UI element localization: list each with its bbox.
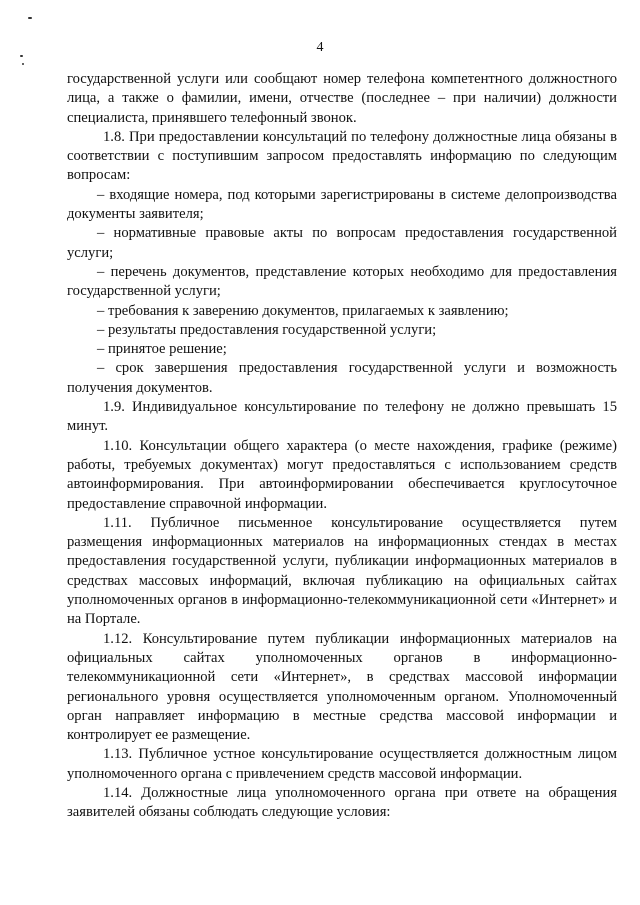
list-item: – перечень документов, представление которых необходимо для предоставления государственной услуги; [67, 263, 617, 300]
list-item: – входящие номера, под которыми зарегистрированы в системе делопроизводства документы заявителя; [67, 186, 617, 223]
paragraph-1-12: 1.12. Консультирование путем публикации информационных материалов на официальных сайтах уполномоченных органов в информационно-телекоммуникационной сети «Интернет», в средствах массовой информации регионального уровня осуществляется уполномоченным органом. Уполномоченный орган направляет информацию в местные средства массовой информации и контролирует ее размещение. [67, 630, 617, 744]
document-body [67, 70, 617, 823]
scan-speck [22, 63, 24, 65]
list-item: – нормативные правовые акты по вопросам предоставления государственной услуги; [67, 225, 617, 261]
page-number: 4 [316, 40, 324, 55]
paragraph-continuation: государственной услуги или сообщают номер телефона компетентного должностного лица, а также о фамилии, имени, отчестве (последнее – при наличии) должности специалиста, принявшего телефонный звонок. [67, 71, 617, 126]
paragraph-1-13: 1.13. Публичное устное консультирование осуществляется должностным лицом уполномоченного органа с привлечением средств массовой информации. [67, 746, 617, 782]
list-item: – принятое решение; [97, 341, 227, 358]
paragraph-1-14: 1.14. Должностные лица уполномоченного органа при ответе на обращения заявителей обязаны соблюдать следующие условия: [67, 784, 617, 821]
list-item: – требования к заверению документов, прилагаемых к заявлению; [97, 302, 509, 319]
list-item: – результаты предоставления государственной услуги; [97, 321, 437, 338]
paragraph-1-8: 1.8. При предоставлении консультаций по телефону должностные лица обязаны в соответствии с поступившим запросом предоставлять информацию по следующим вопросам: [67, 128, 617, 184]
paragraph-1-11: 1.11. Публичное письменное консультирование осуществляется путем размещения информационных материалов на информационных стендах в местах предоставления государственной услуги, публикации информационных материалов в средствах массовых информаций, включая публикацию на официальных сайтах уполномоченных органов в информационно-телекоммуникационной сети «Интернет» и на Портале. [67, 514, 617, 628]
list-item: – срок завершения предоставления государственной услуги и возможность получения документов. [67, 360, 617, 396]
paragraph-1-10: 1.10. Консультации общего характера (о месте нахождения, графике (режиме) работы, требуемых документах) могут предоставляться с использованием средств автоинформирования. При автоинформировании обеспечивается круглосуточное предоставление справочной информации. [67, 437, 617, 512]
scan-speck [28, 17, 32, 19]
paragraph-1-9: 1.9. Индивидуальное консультирование по телефону не должно превышать 15 минут. [67, 399, 617, 435]
